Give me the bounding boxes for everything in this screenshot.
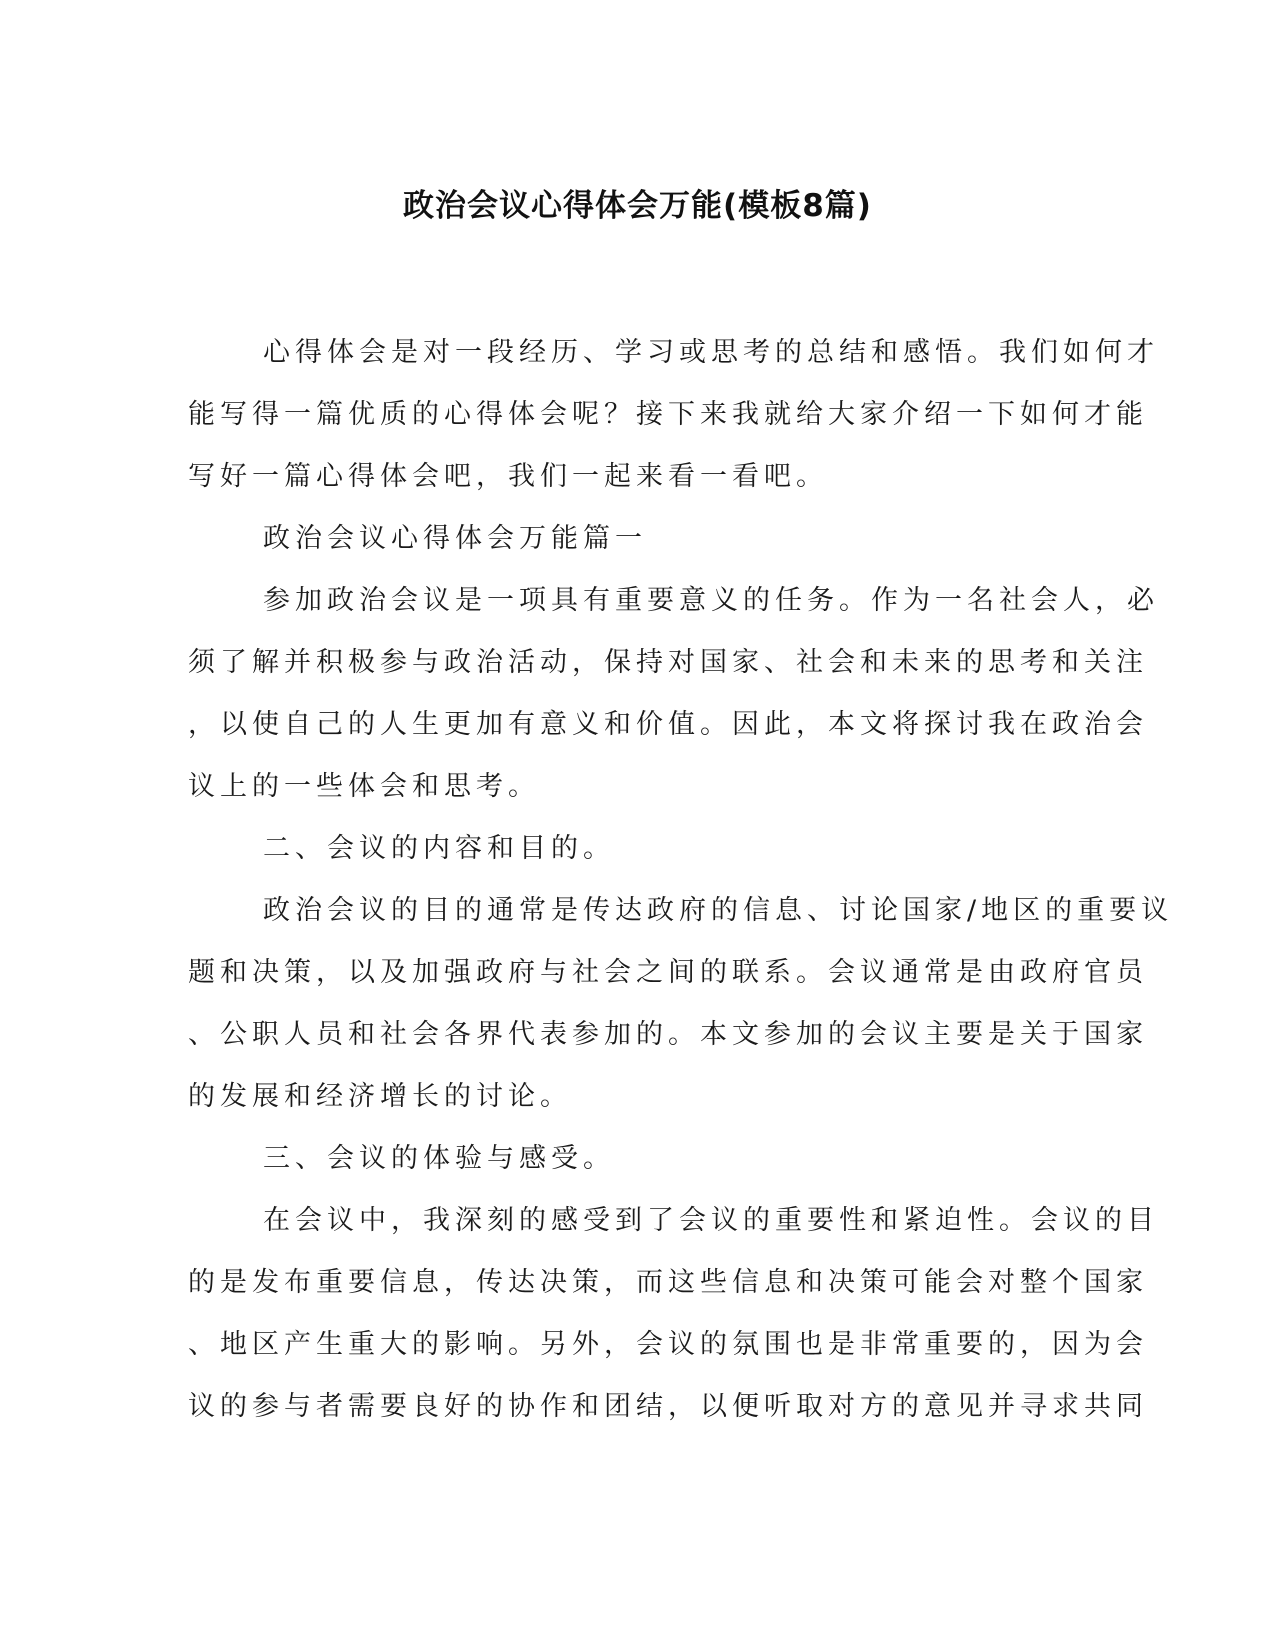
paragraph-line: 能写得一篇优质的心得体会呢？接下来我就给大家介绍一下如何才能 — [188, 399, 1148, 430]
section-heading: 二、会议的内容和目的。 — [263, 833, 615, 864]
section-heading: 三、会议的体验与感受。 — [263, 1143, 615, 1174]
paragraph-line: 的发展和经济增长的讨论。 — [188, 1081, 572, 1112]
paragraph-line: 、公职人员和社会各界代表参加的。本文参加的会议主要是关于国家 — [188, 1019, 1148, 1050]
paragraph-line: 心得体会是对一段经历、学习或思考的总结和感悟。我们如何才 — [263, 337, 1159, 368]
section-heading: 政治会议心得体会万能篇一 — [263, 523, 647, 554]
paragraph-line: 写好一篇心得体会吧，我们一起来看一看吧。 — [188, 461, 828, 492]
paragraph-line: 议上的一些体会和思考。 — [188, 771, 540, 802]
paragraph-line: 题和决策，以及加强政府与社会之间的联系。会议通常是由政府官员 — [188, 957, 1148, 988]
paragraph-line: 的是发布重要信息，传达决策，而这些信息和决策可能会对整个国家 — [188, 1267, 1148, 1298]
paragraph-line: 须了解并积极参与政治活动，保持对国家、社会和未来的思考和关注 — [188, 647, 1148, 678]
document-title: 政治会议心得体会万能(模板8篇) — [403, 188, 872, 224]
paragraph-line: 政治会议的目的通常是传达政府的信息、讨论国家/地区的重要议 — [263, 895, 1174, 926]
document-body — [188, 322, 1174, 1438]
paragraph-line: ，以使自己的人生更加有意义和价值。因此，本文将探讨我在政治会 — [188, 709, 1148, 740]
paragraph-line: 、地区产生重大的影响。另外，会议的氛围也是非常重要的，因为会 — [188, 1329, 1148, 1360]
paragraph-line: 议的参与者需要良好的协作和团结，以便听取对方的意见并寻求共同 — [188, 1391, 1148, 1422]
paragraph-line: 在会议中，我深刻的感受到了会议的重要性和紧迫性。会议的目 — [263, 1205, 1159, 1236]
paragraph-line: 参加政治会议是一项具有重要意义的任务。作为一名社会人，必 — [263, 585, 1159, 616]
